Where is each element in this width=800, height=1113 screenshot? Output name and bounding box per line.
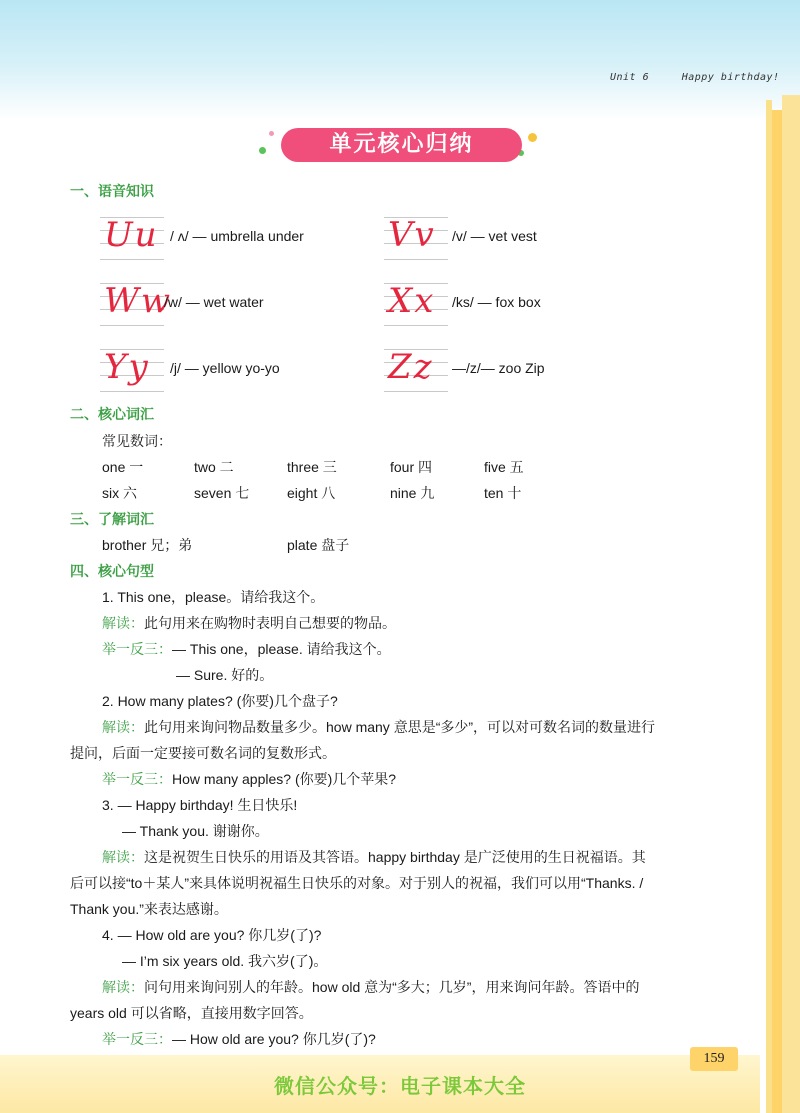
sky-background xyxy=(0,0,800,120)
letter-glyph: Vv xyxy=(388,215,436,255)
extra-word: plate 盘子 xyxy=(287,537,350,553)
page-number: 159 xyxy=(690,1047,738,1071)
line-text: 4. — How old are you? 你几岁(了)? xyxy=(102,927,322,943)
vocab-word: three 三 xyxy=(287,459,337,475)
sentence-line xyxy=(70,899,228,919)
line-text: 后可以接“to＋某人”来具体说明祝福生日快乐的对象。对于别人的祝福，我们可以用“Thanks. / xyxy=(70,875,644,891)
sentence-line xyxy=(102,587,324,607)
vocab-word: six 六 xyxy=(102,485,137,501)
line-label: 解读： xyxy=(102,849,144,865)
banner-dot-left xyxy=(259,147,266,154)
line-text: 此句用来在购物时表明自己想要的物品。 xyxy=(144,615,396,631)
line-text: 此句用来询问物品数量多少。how many 意思是“多少”，可以对可数名词的数量进行 xyxy=(144,719,656,735)
line-label: 解读： xyxy=(102,979,144,995)
page-edge xyxy=(766,100,772,1113)
sentence-line xyxy=(102,613,396,633)
line-text: years old 可以省略，直接用数字回答。 xyxy=(70,1005,313,1021)
phonics-text-uu: / ʌ/ — umbrella under xyxy=(170,228,304,244)
watermark: 微信公众号：电子课本大全 xyxy=(274,1074,526,1098)
sentence-line xyxy=(176,665,273,685)
phonics-text-zz: —/z/— zoo Zip xyxy=(452,360,545,376)
sentence-line xyxy=(102,847,646,867)
line-text: — Sure. 好的。 xyxy=(176,667,274,683)
sentence-line xyxy=(70,873,643,893)
vocab-word: one 一 xyxy=(102,459,144,475)
line-label: 举一反三： xyxy=(102,771,172,787)
vocab-word: two 二 xyxy=(194,459,234,475)
line-text: 提问，后面一定要接可数名词的复数形式。 xyxy=(70,745,336,761)
line-text: — Thank you. 谢谢你。 xyxy=(122,823,269,839)
line-text: 3. — Happy birthday! 生日快乐! xyxy=(102,797,298,813)
sentence-line xyxy=(102,639,391,659)
letter-card-yy xyxy=(100,345,164,393)
line-text: 这是祝贺生日快乐的用语及其答语。happy birthday 是广泛使用的生日祝福语。其 xyxy=(144,849,646,865)
vocab-word: five 五 xyxy=(484,459,524,475)
vocab-word: eight 八 xyxy=(287,485,336,501)
banner-dot-right xyxy=(528,133,537,142)
page-edge xyxy=(772,110,782,1113)
letter-card-zz xyxy=(384,345,448,393)
letter-card-ww xyxy=(100,279,173,327)
sentence-line xyxy=(102,795,297,815)
letter-glyph: Xx xyxy=(388,281,436,321)
sentence-line xyxy=(122,951,327,971)
running-header xyxy=(610,72,780,83)
letter-card-xx xyxy=(384,279,448,327)
line-label: 解读： xyxy=(102,615,144,631)
section-sentences-title: 四、核心句型 xyxy=(70,564,154,580)
letter-glyph: Uu xyxy=(104,215,159,255)
letter-card-uu xyxy=(100,213,164,261)
vocab-word: ten 十 xyxy=(484,485,522,501)
vocab-word: four 四 xyxy=(390,459,433,475)
phonics-text-ww: /w/ — wet water xyxy=(164,294,264,310)
phonics-text-yy: /j/ — yellow yo-yo xyxy=(170,360,280,376)
sentence-line xyxy=(122,821,269,841)
line-text: Thank you.”来表达感谢。 xyxy=(70,901,228,917)
phonics-text-vv: /v/ — vet vest xyxy=(452,228,537,244)
line-text: 1. This one，please。请给我这个。 xyxy=(102,589,325,605)
line-text: — I’m six years old. 我六岁(了)。 xyxy=(122,953,328,969)
sentence-line xyxy=(70,743,336,763)
section-vocab-title: 二、核心词汇 xyxy=(70,407,154,423)
unit-summary-banner: 单元核心归纳 xyxy=(281,128,522,162)
line-label: 举一反三： xyxy=(102,1031,172,1047)
sentence-line xyxy=(102,977,639,997)
vocab-word: nine 九 xyxy=(390,485,435,501)
banner-dot-left-small xyxy=(269,131,274,136)
letter-glyph: Ww xyxy=(104,281,173,321)
line-text: — This one，please. 请给我这个。 xyxy=(172,641,391,657)
section-extra-title: 三、了解词汇 xyxy=(70,512,154,528)
section-phonics-title: 一、语音知识 xyxy=(70,184,154,200)
header-unit: Unit 6 xyxy=(610,72,650,83)
line-text: How many apples? (你要)几个苹果? xyxy=(172,771,397,787)
sentence-line xyxy=(70,1003,313,1023)
line-label: 举一反三： xyxy=(102,641,172,657)
vocab-word: seven 七 xyxy=(194,485,250,501)
header-title: Happy birthday! xyxy=(681,72,780,83)
letter-card-vv xyxy=(384,213,448,261)
letter-glyph: Yy xyxy=(104,347,150,387)
line-text: 2. How many plates? (你要)几个盘子? xyxy=(102,693,338,709)
phonics-text-xx: /ks/ — fox box xyxy=(452,294,541,310)
vocab-heading: 常见数词： xyxy=(102,433,172,449)
letter-glyph: Zz xyxy=(388,347,434,387)
sentence-line xyxy=(102,925,321,945)
line-label: 解读： xyxy=(102,719,144,735)
page-edge xyxy=(782,95,800,1113)
sentence-line xyxy=(102,1029,376,1049)
sentence-line xyxy=(102,691,338,711)
line-text: 问句用来询问别人的年龄。how old 意为“多大；几岁”，用来询问年龄。答语中的 xyxy=(144,979,640,995)
sentence-line xyxy=(102,717,655,737)
sentence-line xyxy=(102,769,396,789)
extra-word: brother 兄；弟 xyxy=(102,537,193,553)
line-text: — How old are you? 你几岁(了)? xyxy=(172,1031,376,1047)
